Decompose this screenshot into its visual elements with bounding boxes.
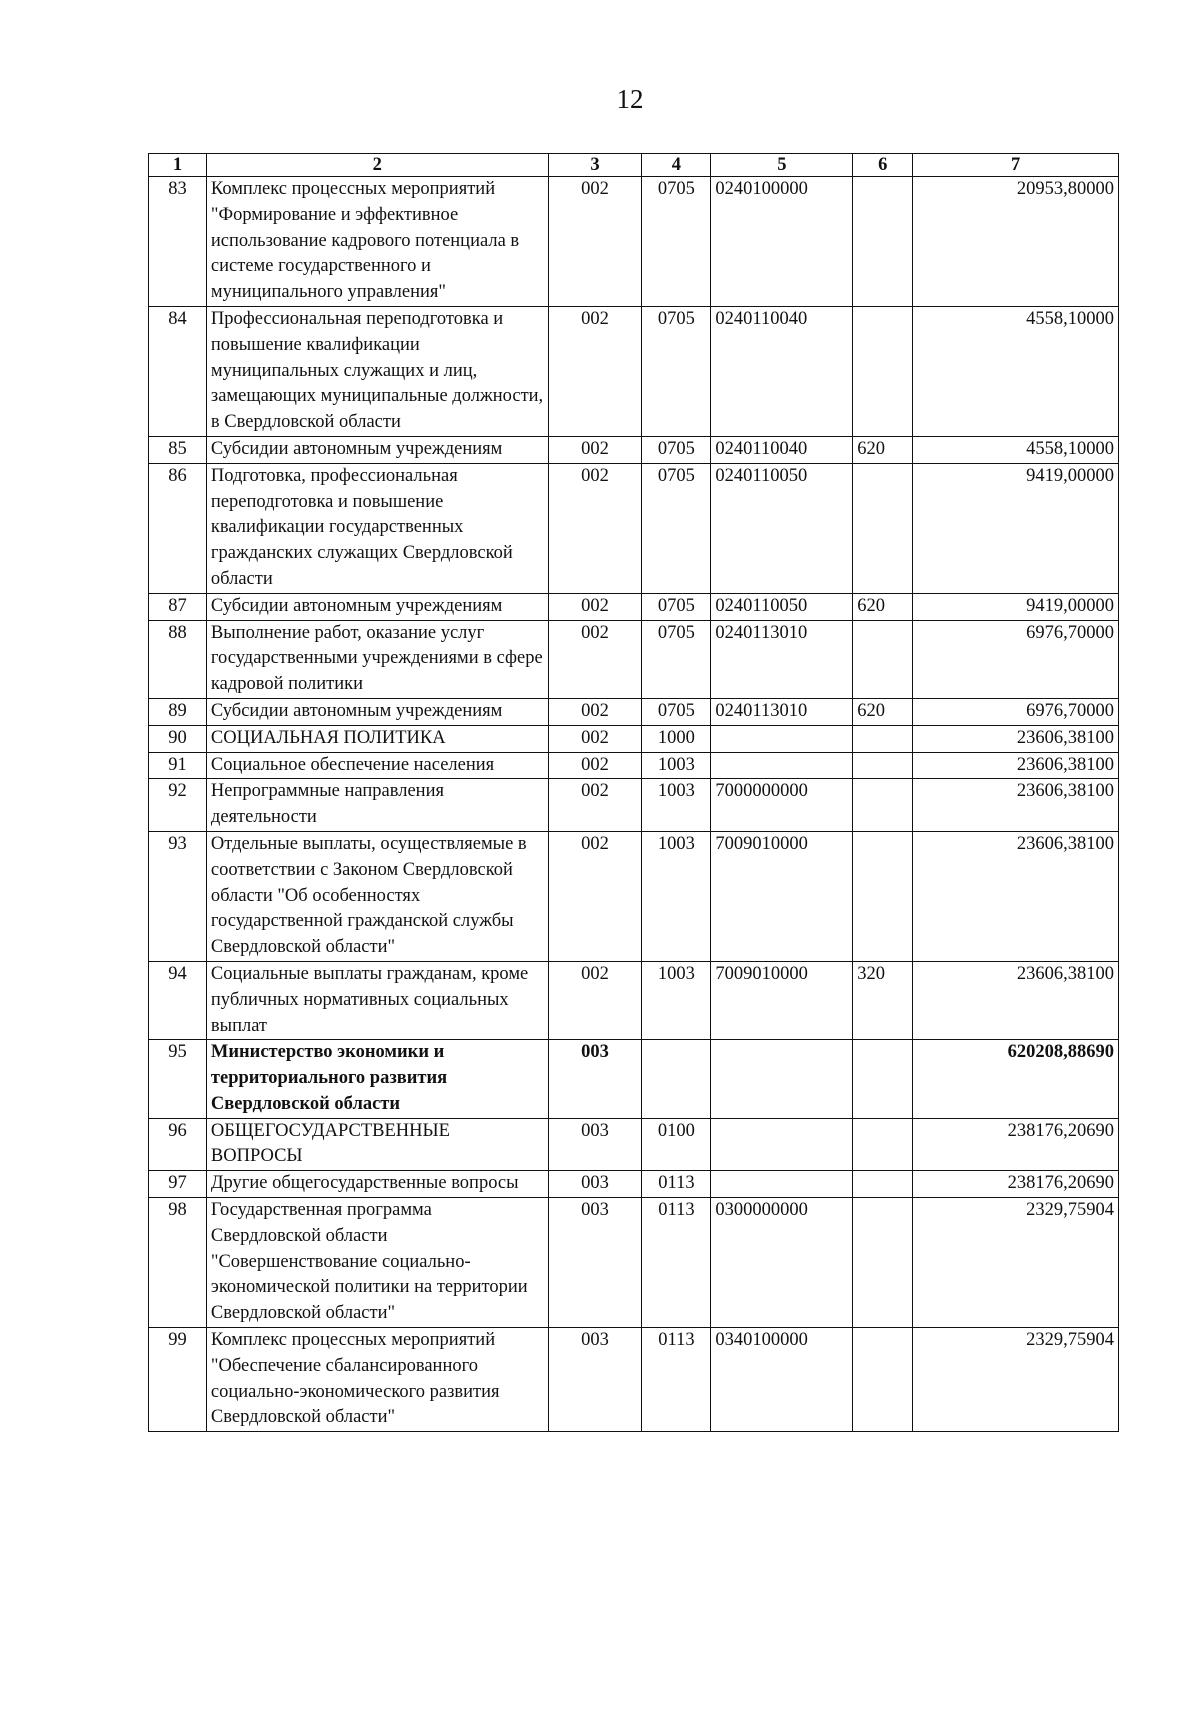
expense-type-cell: 320 (853, 961, 913, 1039)
ministry-code-cell: 002 (548, 593, 642, 620)
target-article-cell (711, 1040, 853, 1118)
amount-cell: 4558,10000 (913, 306, 1119, 436)
amount-cell: 2329,75904 (913, 1328, 1119, 1432)
section-code-cell: 0100 (642, 1118, 711, 1171)
row-number-cell: 89 (149, 698, 207, 725)
amount-cell: 9419,00000 (913, 463, 1119, 593)
row-number-cell: 86 (149, 463, 207, 593)
target-article-cell (711, 1118, 853, 1171)
section-code-cell: 1003 (642, 779, 711, 832)
section-code-cell: 0705 (642, 436, 711, 463)
expense-type-cell (853, 177, 913, 307)
row-number-cell: 87 (149, 593, 207, 620)
amount-cell: 9419,00000 (913, 593, 1119, 620)
row-name-cell: Выполнение работ, оказание услуг государственными учреждениями в сфере кадровой политики (206, 620, 548, 698)
ministry-code-cell: 002 (548, 831, 642, 961)
row-name-cell: Государственная программа Свердловской области "Совершенствование социально-экономической политики на территории Свердловской области" (206, 1198, 548, 1328)
target-article-cell: 0240110040 (711, 306, 853, 436)
ministry-code-cell: 002 (548, 463, 642, 593)
row-number-cell: 92 (149, 779, 207, 832)
row-name-cell: Министерство экономики и территориального развития Свердловской области (206, 1040, 548, 1118)
target-article-cell: 0240113010 (711, 698, 853, 725)
section-code-cell: 0705 (642, 177, 711, 307)
table-row (149, 1328, 1119, 1432)
column-header: 2 (206, 154, 548, 177)
target-article-cell: 0240113010 (711, 620, 853, 698)
amount-cell: 620208,88690 (913, 1040, 1119, 1118)
row-number-cell: 88 (149, 620, 207, 698)
column-header: 5 (711, 154, 853, 177)
target-article-cell (711, 752, 853, 779)
section-code-cell: 0705 (642, 593, 711, 620)
row-number-cell: 83 (149, 177, 207, 307)
section-code-cell: 0705 (642, 306, 711, 436)
row-number-cell: 97 (149, 1171, 207, 1198)
expense-type-cell (853, 306, 913, 436)
expense-type-cell (853, 725, 913, 752)
row-name-cell: ОБЩЕГОСУДАРСТВЕННЫЕ ВОПРОСЫ (206, 1118, 548, 1171)
amount-cell: 23606,38100 (913, 752, 1119, 779)
ministry-code-cell: 003 (548, 1198, 642, 1328)
expense-type-cell (853, 1040, 913, 1118)
expense-type-cell (853, 752, 913, 779)
table-row (149, 698, 1119, 725)
target-article-cell: 0300000000 (711, 1198, 853, 1328)
expense-type-cell (853, 1198, 913, 1328)
table-row (149, 1171, 1119, 1198)
section-code-cell: 0705 (642, 463, 711, 593)
column-header: 4 (642, 154, 711, 177)
row-number-cell: 90 (149, 725, 207, 752)
row-name-cell: Субсидии автономным учреждениям (206, 593, 548, 620)
expense-type-cell (853, 1118, 913, 1171)
amount-cell: 23606,38100 (913, 831, 1119, 961)
row-number-cell: 98 (149, 1198, 207, 1328)
ministry-code-cell: 002 (548, 961, 642, 1039)
table-row (149, 177, 1119, 307)
row-name-cell: Профессиональная переподготовка и повышение квалификации муниципальных служащих и лиц, замещающих муниципальные должности, в Свердловской области (206, 306, 548, 436)
table-row (149, 306, 1119, 436)
row-name-cell: Социальное обеспечение населения (206, 752, 548, 779)
row-name-cell: Субсидии автономным учреждениям (206, 436, 548, 463)
table-row (149, 831, 1119, 961)
ministry-code-cell: 002 (548, 620, 642, 698)
table-row (149, 961, 1119, 1039)
budget-table (148, 153, 1119, 1432)
target-article-cell: 0240100000 (711, 177, 853, 307)
section-code-cell: 0113 (642, 1198, 711, 1328)
ministry-code-cell: 003 (548, 1040, 642, 1118)
row-name-cell: Непрограммные направления деятельности (206, 779, 548, 832)
amount-cell: 6976,70000 (913, 620, 1119, 698)
table-row (149, 593, 1119, 620)
amount-cell: 23606,38100 (913, 779, 1119, 832)
row-number-cell: 85 (149, 436, 207, 463)
ministry-code-cell: 002 (548, 779, 642, 832)
row-name-cell: Другие общегосударственные вопросы (206, 1171, 548, 1198)
row-number-cell: 95 (149, 1040, 207, 1118)
amount-cell: 23606,38100 (913, 961, 1119, 1039)
expense-type-cell (853, 831, 913, 961)
section-code-cell: 0705 (642, 698, 711, 725)
amount-cell: 6976,70000 (913, 698, 1119, 725)
table-row (149, 779, 1119, 832)
ministry-code-cell: 002 (548, 698, 642, 725)
row-number-cell: 94 (149, 961, 207, 1039)
expense-type-cell (853, 1171, 913, 1198)
page-number: 12 (616, 84, 644, 114)
target-article-cell: 0240110050 (711, 593, 853, 620)
column-header: 3 (548, 154, 642, 177)
ministry-code-cell: 003 (548, 1328, 642, 1432)
expense-type-cell (853, 620, 913, 698)
expense-type-cell (853, 779, 913, 832)
section-code-cell: 0113 (642, 1171, 711, 1198)
ministry-code-cell: 002 (548, 436, 642, 463)
column-header: 1 (149, 154, 207, 177)
target-article-cell: 7009010000 (711, 961, 853, 1039)
row-name-cell: Подготовка, профессиональная переподготовка и повышение квалификации государственных гражданских служащих Свердловской области (206, 463, 548, 593)
row-name-cell: Субсидии автономным учреждениям (206, 698, 548, 725)
table-row (149, 1198, 1119, 1328)
amount-cell: 238176,20690 (913, 1118, 1119, 1171)
table-row (149, 1118, 1119, 1171)
ministry-code-cell: 002 (548, 177, 642, 307)
section-code-cell: 1000 (642, 725, 711, 752)
amount-cell: 2329,75904 (913, 1198, 1119, 1328)
amount-cell: 23606,38100 (913, 725, 1119, 752)
table-row (149, 725, 1119, 752)
target-article-cell (711, 725, 853, 752)
row-number-cell: 91 (149, 752, 207, 779)
row-name-cell: СОЦИАЛЬНАЯ ПОЛИТИКА (206, 725, 548, 752)
section-code-cell: 0113 (642, 1328, 711, 1432)
row-number-cell: 84 (149, 306, 207, 436)
section-code-cell: 1003 (642, 961, 711, 1039)
table-header-row (149, 154, 1119, 177)
ministry-code-cell: 002 (548, 306, 642, 436)
table-row (149, 1040, 1119, 1118)
amount-cell: 20953,80000 (913, 177, 1119, 307)
row-name-cell: Отдельные выплаты, осуществляемые в соответствии с Законом Свердловской области "Об особенностях государственной гражданской службы Свердловской области" (206, 831, 548, 961)
expense-type-cell: 620 (853, 436, 913, 463)
row-name-cell: Комплекс процессных мероприятий "Формирование и эффективное использование кадрового потенциала в системе государственного и муниципального управления" (206, 177, 548, 307)
table-row (149, 620, 1119, 698)
expense-type-cell: 620 (853, 698, 913, 725)
target-article-cell: 7000000000 (711, 779, 853, 832)
ministry-code-cell: 002 (548, 725, 642, 752)
table-row (149, 752, 1119, 779)
row-number-cell: 96 (149, 1118, 207, 1171)
ministry-code-cell: 003 (548, 1118, 642, 1171)
section-code-cell: 1003 (642, 831, 711, 961)
section-code-cell: 1003 (642, 752, 711, 779)
expense-type-cell (853, 1328, 913, 1432)
row-number-cell: 99 (149, 1328, 207, 1432)
ministry-code-cell: 002 (548, 752, 642, 779)
column-header: 7 (913, 154, 1119, 177)
section-code-cell (642, 1040, 711, 1118)
column-header: 6 (853, 154, 913, 177)
amount-cell: 238176,20690 (913, 1171, 1119, 1198)
target-article-cell: 0340100000 (711, 1328, 853, 1432)
section-code-cell: 0705 (642, 620, 711, 698)
table-row (149, 436, 1119, 463)
row-name-cell: Социальные выплаты гражданам, кроме публичных нормативных социальных выплат (206, 961, 548, 1039)
target-article-cell: 7009010000 (711, 831, 853, 961)
table-row (149, 463, 1119, 593)
target-article-cell: 0240110050 (711, 463, 853, 593)
target-article-cell: 0240110040 (711, 436, 853, 463)
amount-cell: 4558,10000 (913, 436, 1119, 463)
target-article-cell (711, 1171, 853, 1198)
row-name-cell: Комплекс процессных мероприятий "Обеспечение сбалансированного социально-экономического развития Свердловской области" (206, 1328, 548, 1432)
expense-type-cell (853, 463, 913, 593)
ministry-code-cell: 003 (548, 1171, 642, 1198)
row-number-cell: 93 (149, 831, 207, 961)
expense-type-cell: 620 (853, 593, 913, 620)
